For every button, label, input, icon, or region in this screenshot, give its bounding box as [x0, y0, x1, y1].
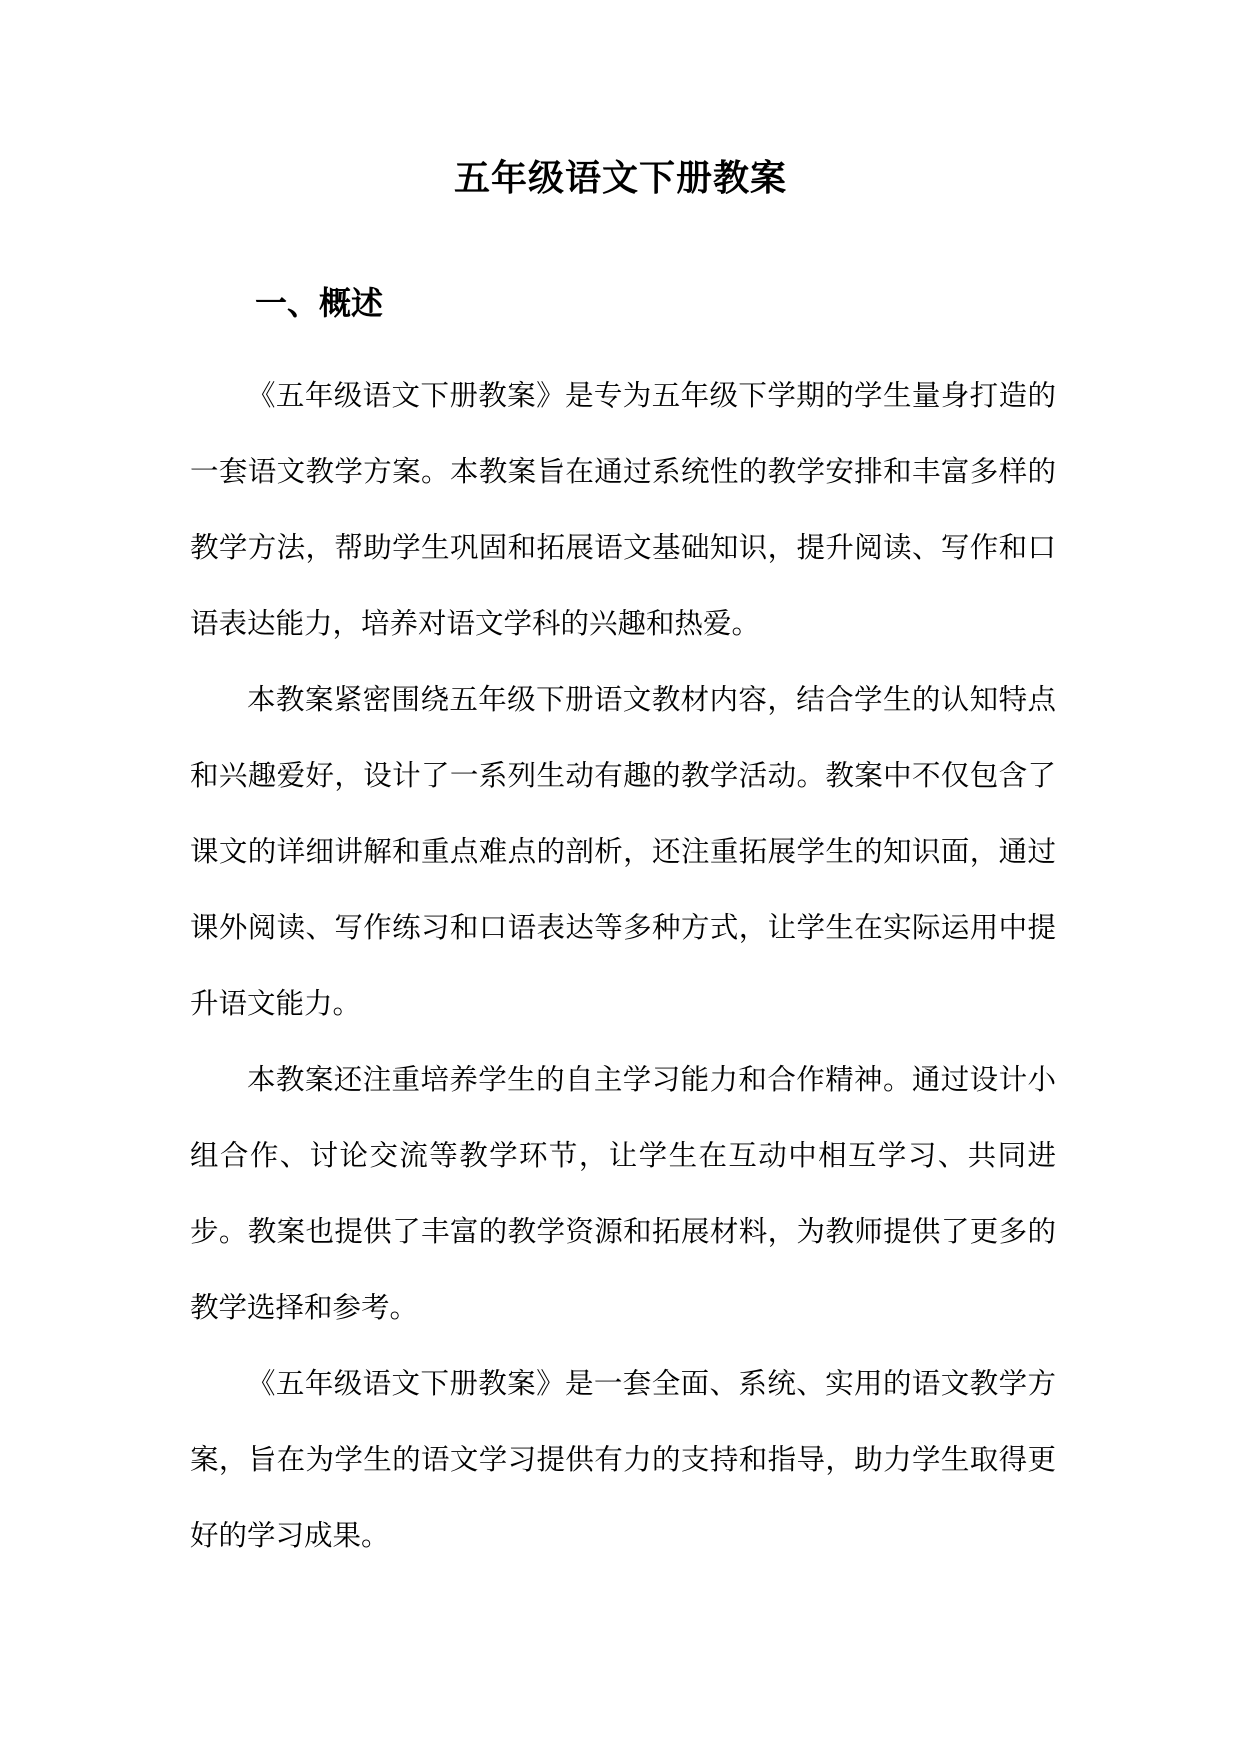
- paragraph-2: 本教案紧密围绕五年级下册语文教材内容，结合学生的认知特点和兴趣爱好，设计了一系列生动有趣的教学活动。教案中不仅包含了课文的详细讲解和重点难点的剖析，还注重拓展学生的知识面，通过课外阅读、写作练习和口语表达等多种方式，让学生在实际运用中提升语文能力。: [190, 683, 1056, 1020]
- document-title: 五年级语文下册教案: [453, 157, 787, 199]
- section-heading: 一、概述: [255, 284, 384, 322]
- paragraph-3: 本教案还注重培养学生的自主学习能力和合作精神。通过设计小组合作、讨论交流等教学环节，让学生在互动中相互学习、共同进步。教案也提供了丰富的教学资源和拓展材料，为教师提供了更多的教学选择和参考。: [190, 1063, 1056, 1324]
- paragraph-1: 《五年级语文下册教案》是专为五年级下学期的学生量身打造的一套语文教学方案。本教案旨在通过系统性的教学安排和丰富多样的教学方法，帮助学生巩固和拓展语文基础知识，提升阅读、写作和口语表达能力，培养对语文学科的兴趣和热爱。: [190, 379, 1056, 640]
- body-text: [190, 358, 1056, 1574]
- paragraph-4: 《五年级语文下册教案》是一套全面、系统、实用的语文教学方案，旨在为学生的语文学习提供有力的支持和指导，助力学生取得更好的学习成果。: [190, 1367, 1056, 1552]
